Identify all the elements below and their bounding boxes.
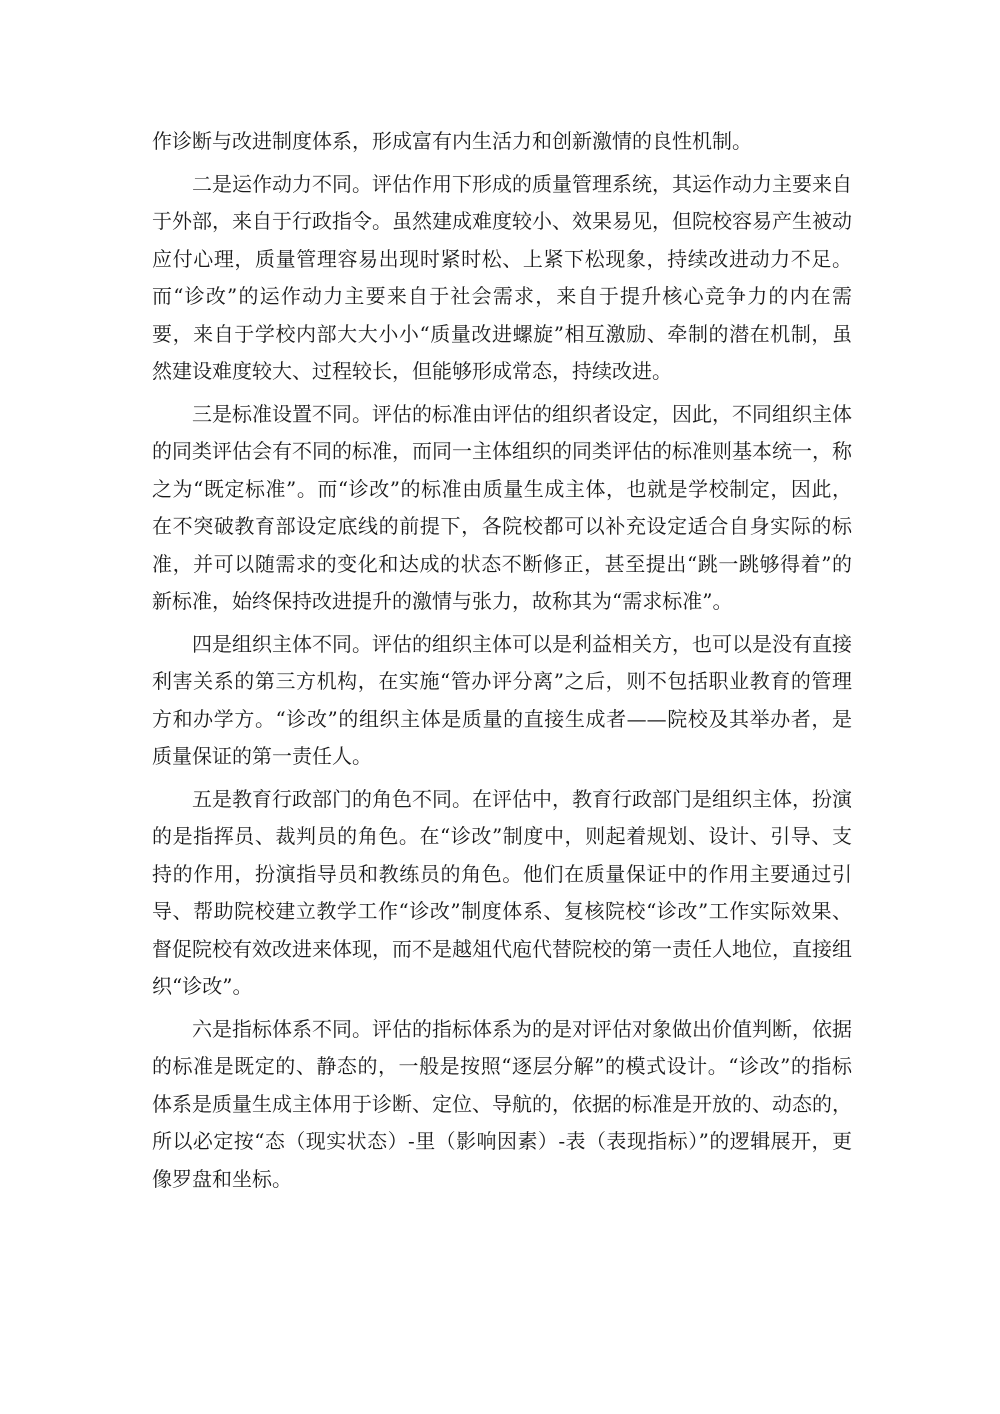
- paragraph-indicator-system: 六是指标体系不同。评估的指标体系为的是对评估对象做出价值判断，依据的标准是既定的、静态的，一般是按照“逐层分解”的模式设计。“诊改”的指标体系是质量生成主体用于诊断、定位、导航的，依据的标准是开放的、动态的，所以必定按“态（现实状态）-里（影响因素）-表（表现指标）”的逻辑展开，更像罗盘和坐标。: [152, 1016, 852, 1191]
- paragraph-organizing-body: 四是组织主体不同。评估的组织主体可以是利益相关方，也可以是没有直接利害关系的第三方机构，在实施“管办评分离”之后，则不包括职业教育的管理方和办学方。“诊改”的组织主体是质量的直接生成者——院校及其举办者，是质量保证的第一责任人。: [152, 631, 852, 768]
- paragraph-administrative-role: 五是教育行政部门的角色不同。在评估中，教育行政部门是组织主体，扮演的是指挥员、裁判员的角色。在“诊改”制度中，则起着规划、设计、引导、支持的作用，扮演指导员和教练员的角色。他们在质量保证中的作用主要通过引导、帮助院校建立教学工作“诊改”制度体系、复核院校“诊改”工作实际效果、督促院校有效改进来体现，而不是越俎代庖代替院校的第一责任人地位，直接组织“诊改”。: [152, 786, 852, 998]
- paragraph-standard-setting: 三是标准设置不同。评估的标准由评估的组织者设定，因此，不同组织主体的同类评估会有不同的标准，而同一主体组织的同类评估的标准则基本统一，称之为“既定标准”。而“诊改”的标准由质量生成主体，也就是学校制定，因此，在不突破教育部设定底线的前提下，各院校都可以补充设定适合自身实际的标准，并可以随需求的变化和达成的状态不断修正，甚至提出“跳一跳够得着”的新标准，始终保持改进提升的激情与张力，故称其为“需求标准”。: [152, 401, 852, 613]
- document-body: [152, 123, 852, 1203]
- paragraph-operating-dynamics: 二是运作动力不同。评估作用下形成的质量管理系统，其运作动力主要来自于外部，来自于行政指令。虽然建成难度较小、效果易见，但院校容易产生被动应付心理，质量管理容易出现时紧时松、上紧下松现象，持续改进动力不足。而“诊改”的运作动力主要来自于社会需求，来自于提升核心竞争力的内在需要，来自于学校内部大大小小“质量改进螺旋”相互激励、牵制的潜在机制，虽然建设难度较大、过程较长，但能够形成常态，持续改进。: [152, 171, 852, 383]
- paragraph-continuation: 作诊断与改进制度体系，形成富有内生活力和创新激情的良性机制。: [152, 129, 752, 153]
